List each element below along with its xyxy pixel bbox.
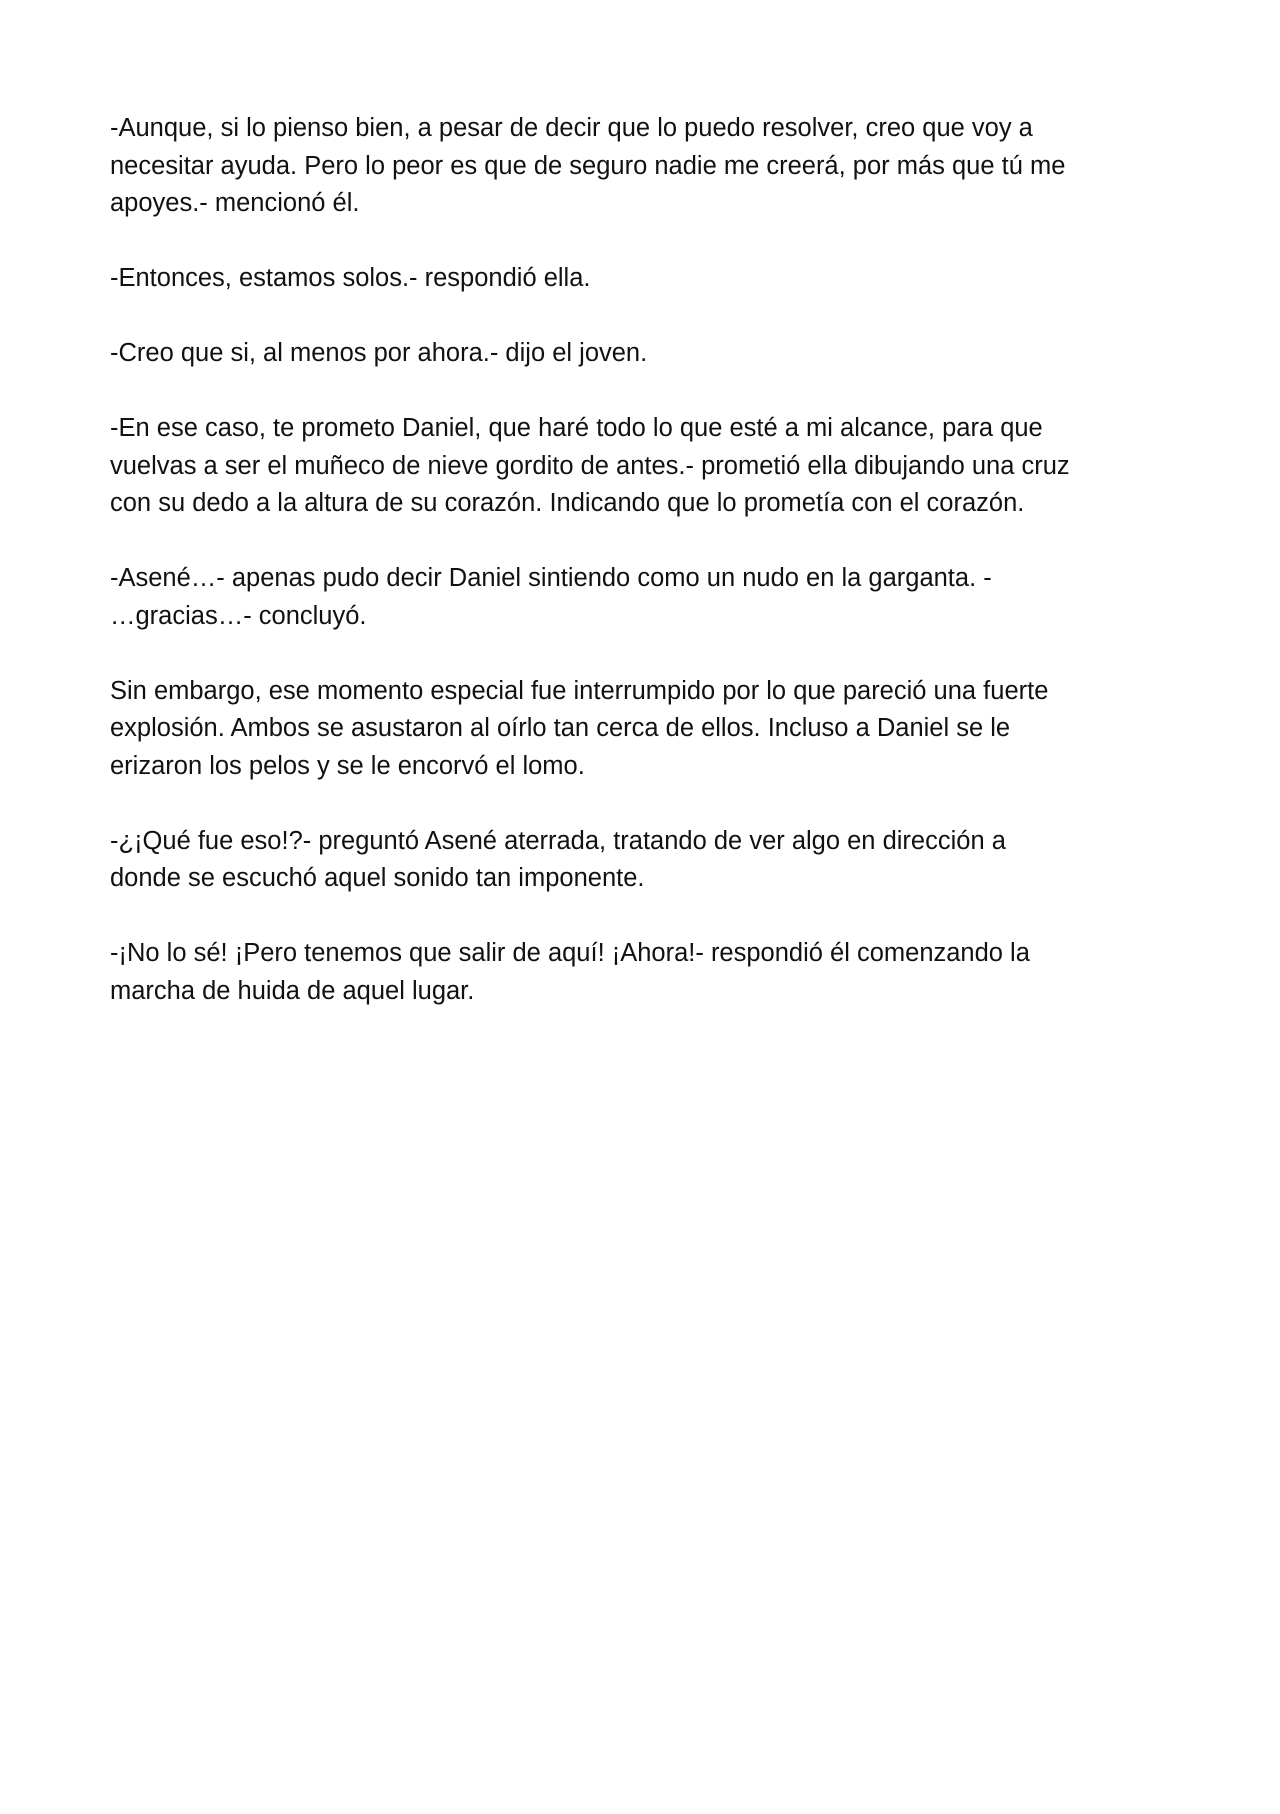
paragraph-2 [110,260,1180,298]
paragraph-line: donde se escuchó aquel sonido tan imponente. [110,864,645,892]
paragraph-line: explosión. Ambos se asustaron al oírlo tan cerca de ellos. Incluso a Daniel se le [110,714,1011,742]
paragraph-line: Sin embargo, ese momento especial fue interrumpido por lo que pareció una fuerte [110,676,1049,705]
paragraph-line: -¡No lo sé! ¡Pero tenemos que salir de aquí! ¡Ahora!- respondió él comenzando la [110,939,1030,967]
paragraph-5 [110,560,1180,635]
paragraph-8 [110,935,1180,1010]
paragraph-line: necesitar ayuda. Pero lo peor es que de seguro nadie me creerá, por más que tú me [110,151,1066,180]
paragraph-line: con su dedo a la altura de su corazón. Indicando que lo prometía con el corazón. [110,489,1025,517]
paragraph-line: …gracias…- concluyó. [110,601,367,630]
paragraph-line: erizaron los pelos y se le encorvó el lomo. [110,751,585,780]
paragraph-line: vuelvas a ser el muñeco de nieve gordito de antes.- prometió ella dibujando una cruz [110,451,1070,480]
paragraph-line: marcha de huida de aquel lugar. [110,976,475,1005]
paragraph-line: -Aunque, si lo pienso bien, a pesar de decir que lo puedo resolver, creo que voy a [110,114,1033,142]
paragraph-line: -Asené…- apenas pudo decir Daniel sintiendo como un nudo en la garganta. - [110,564,992,592]
paragraph-line: -Entonces, estamos solos.- respondió ella. [110,264,591,292]
paragraph-6 [110,673,1180,786]
paragraph-line: -Creo que si, al menos por ahora.- dijo el joven. [110,339,648,367]
paragraph-line: -En ese caso, te prometo Daniel, que haré todo lo que esté a mi alcance, para que [110,414,1043,442]
paragraph-1 [110,110,1180,223]
paragraph-7 [110,823,1180,898]
paragraph-4 [110,410,1180,523]
paragraph-line: apoyes.- mencionó él. [110,189,360,217]
document-body [110,110,1180,1048]
paragraph-3 [110,335,1180,373]
paragraph-line: -¿¡Qué fue eso!?- preguntó Asené aterrada, tratando de ver algo en dirección a [110,826,1006,855]
